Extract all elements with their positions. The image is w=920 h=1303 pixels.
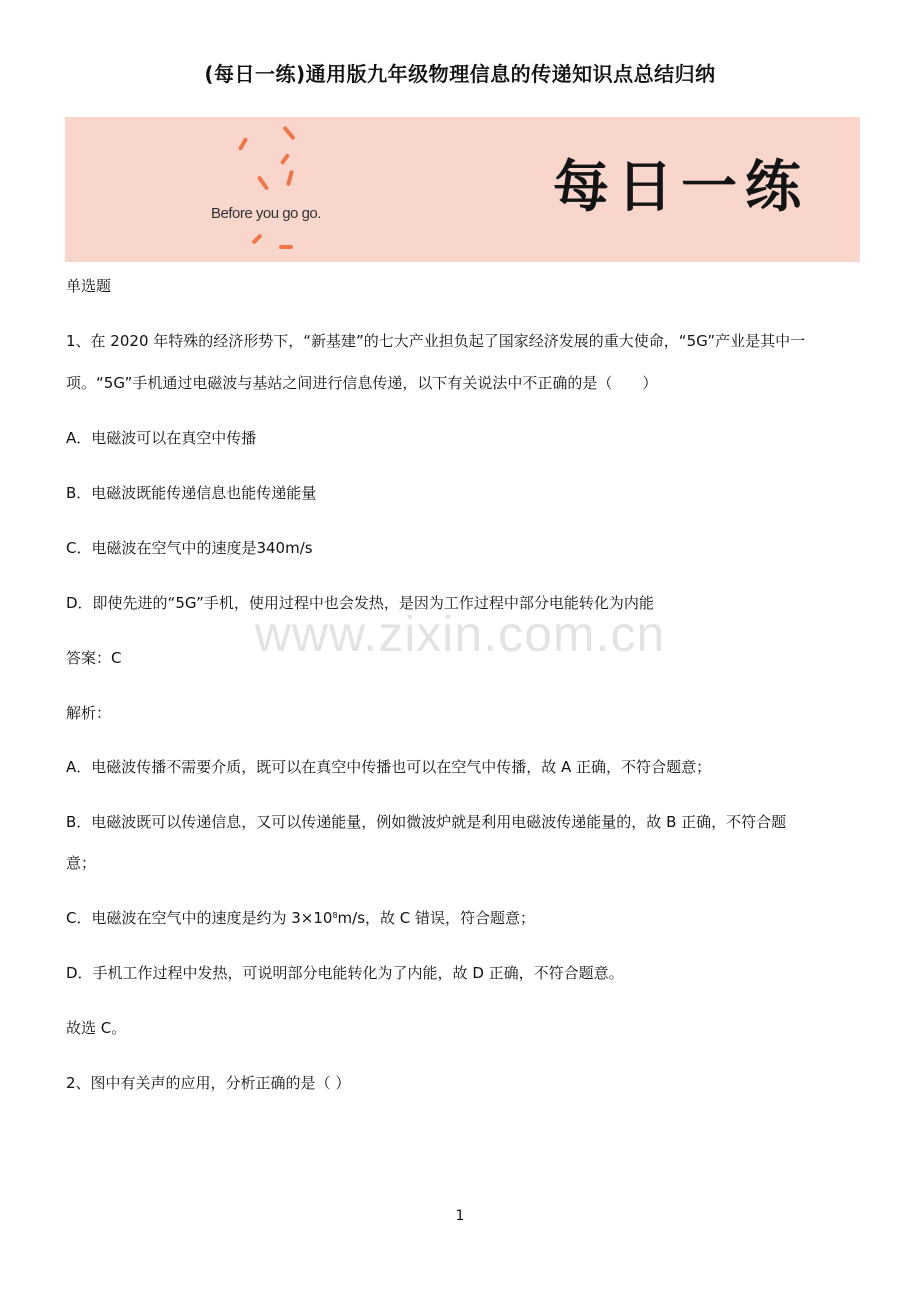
banner-tagline: Before you go go. [211,205,321,222]
decor-dash [286,170,294,186]
question-1-option-c: C．电磁波在空气中的速度是340m/s [66,539,313,557]
question-1-option-a: A．电磁波可以在真空中传播 [66,429,257,447]
banner-calligraphy: 每日一练 [553,155,809,220]
question-1-option-b: B．电磁波既能传递信息也能传递能量 [66,484,317,502]
decor-dash [279,245,293,249]
analysis-c-exponent: 8 [332,911,338,920]
decor-dash [238,137,248,151]
watermark: www.zixin.com.cn [254,606,666,662]
question-2-stem: 2、图中有关声的应用，分析正确的是（ ） [66,1074,351,1092]
analysis-c-suffix: m/s，故 C 错误，符合题意； [337,909,536,927]
analysis-b-line1: B．电磁波既可以传递信息，又可以传递能量，例如微波炉就是利用电磁波传递能量的，故 B 正确，不符合题 [66,813,787,831]
conclusion: 故选 C。 [66,1019,127,1037]
question-1-answer: 答案：C [66,649,122,667]
decor-dash [280,153,290,165]
question-1-option-d: D．即使先进的“5G”手机，使用过程中也会发热，是因为工作过程中部分电能转化为内能 [66,594,654,612]
section-label: 单选题 [66,277,112,295]
banner-image [65,117,860,262]
page-title: (每日一练)通用版九年级物理信息的传递知识点总结归纳 [204,62,716,86]
analysis-c-prefix: C．电磁波在空气中的速度是约为 3×10 [66,909,333,927]
analysis-label: 解析： [66,704,112,722]
analysis-c [66,908,535,928]
decor-dash [282,126,295,141]
analysis-d: D．手机工作过程中发热，可说明部分电能转化为了内能，故 D 正确，不符合题意。 [66,964,624,982]
decor-dash [257,175,269,190]
question-1-stem-line2: 项。“5G”手机通过电磁波与基站之间进行信息传递，以下有关说法中不正确的是（ ） [66,374,658,392]
decor-dash [251,233,262,244]
page-number: 1 [455,1208,465,1224]
question-1-stem-line1: 1、在 2020 年特殊的经济形势下，“新基建”的七大产业担负起了国家经济发展的重大使命，“5G”产业是其中一 [66,332,806,350]
analysis-b-line2: 意； [66,854,97,872]
analysis-a: A．电磁波传播不需要介质，既可以在真空中传播也可以在空气中传播，故 A 正确，不符合题意； [66,758,712,776]
